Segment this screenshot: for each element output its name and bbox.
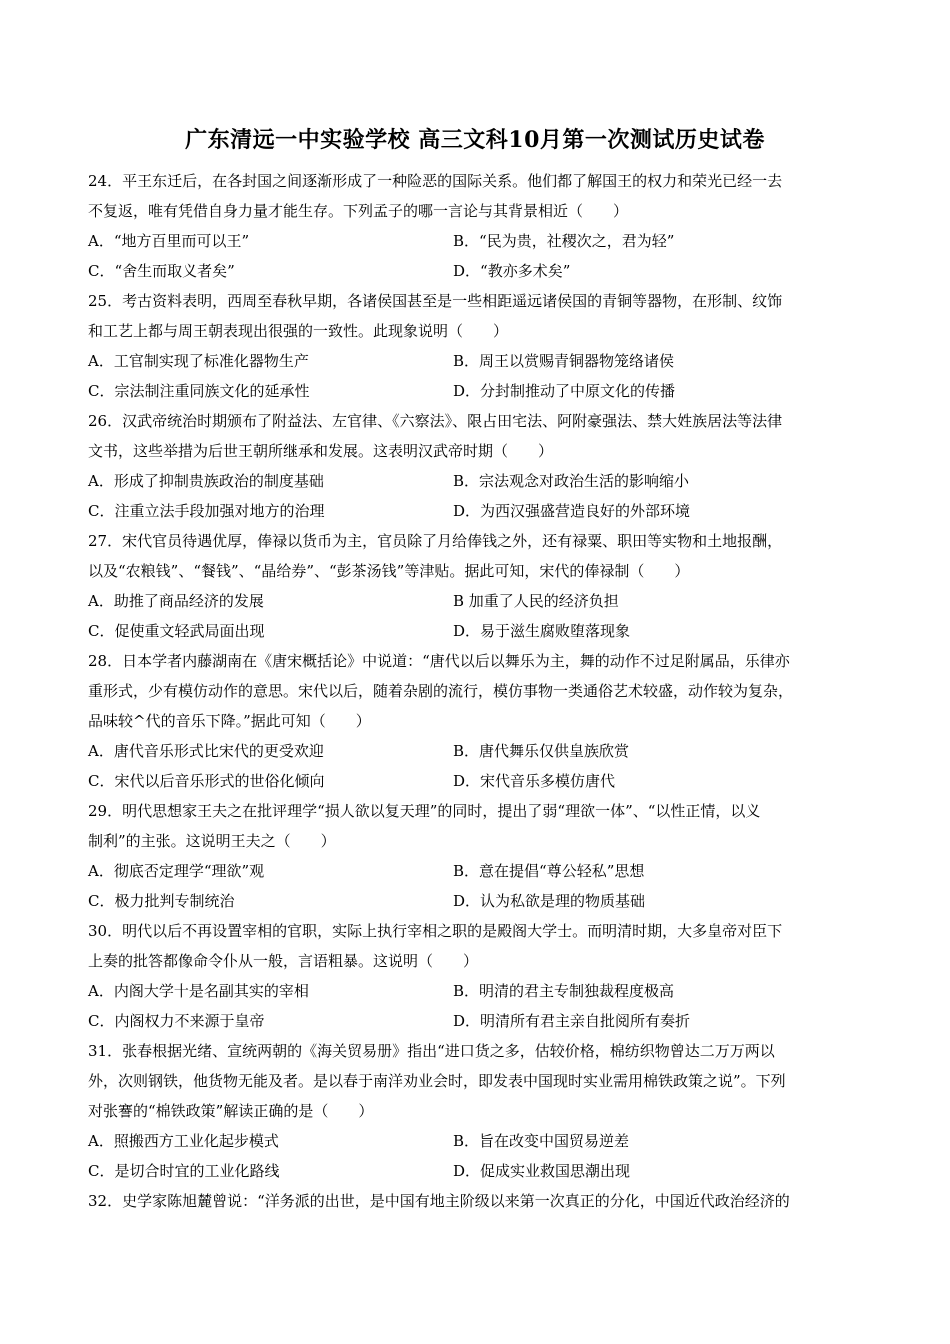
option-d: D．“教亦多术矣”: [453, 262, 571, 280]
options-row: [88, 856, 872, 886]
option-d: D．促成实业救国思潮出现: [453, 1162, 631, 1180]
options-row: [88, 976, 872, 1006]
option-b: B．“民为贵，社稷次之，君为轻”: [453, 232, 675, 250]
option-d: D．宋代音乐多模仿唐代: [453, 772, 616, 790]
options-row: [88, 736, 872, 766]
question-block: [88, 916, 872, 1036]
option-c: C．注重立法手段加强对地方的治理: [88, 502, 325, 520]
question-stem-line: 24．平王东迁后，在各封国之间逐渐形成了一种险恶的国际关系。他们都了解国王的权力和荣光已经一去: [88, 172, 783, 190]
question-block: [88, 1186, 872, 1216]
option-a: A．唐代音乐形式比宋代的更受欢迎: [88, 742, 324, 760]
question-stem-line: 品味较^代的音乐下降。”据此可知（ ）: [88, 712, 371, 730]
option-d: D．分封制推动了中原文化的传播: [453, 382, 676, 400]
option-c: C．促使重文轻武局面出现: [88, 622, 265, 640]
option-d: D．认为私欲是理的物质基础: [453, 892, 646, 910]
options-row: [88, 616, 872, 646]
options-row: [88, 346, 872, 376]
option-a: A．彻底否定理学“理欲”观: [88, 862, 265, 880]
options-row: [88, 1006, 872, 1036]
options-row: [88, 886, 872, 916]
question-stem-line: 28．日本学者内藤湖南在《唐宋概括论》中说道：“唐代以后以舞乐为主，舞的动作不过足附属品，乐律亦: [88, 652, 790, 670]
question-block: [88, 406, 872, 526]
option-d: D．易于滋生腐败堕落现象: [453, 622, 631, 640]
option-b: B．意在提倡“尊公轻私”思想: [453, 862, 645, 880]
questions-list: [88, 166, 872, 1216]
question-stem-line: 30．明代以后不再设置宰相的官职，实际上执行宰相之职的是殿阁大学士。而明清时期，大多皇帝对臣下: [88, 922, 783, 940]
options-row: [88, 586, 872, 616]
question-block: [88, 166, 872, 286]
option-b: B．唐代舞乐仅供皇族欣赏: [453, 742, 630, 760]
question-block: [88, 1036, 872, 1186]
option-a: A．形成了抑制贵族政治的制度基础: [88, 472, 324, 490]
question-stem-line: 以及“农粮钱”、“餐钱”、“晶给券”、“彭茶汤钱”等津贴。据此可知，宋代的俸禄制（ ）: [88, 562, 690, 580]
option-c: C．极力批判专制统治: [88, 892, 235, 910]
option-a: A．“地方百里而可以王”: [88, 232, 250, 250]
options-row: [88, 1156, 872, 1186]
option-c: C．“舍生而取义者矣”: [88, 262, 235, 280]
question-stem-line: 文书，这些举措为后世王朝所继承和发展。这表明汉武帝时期（ ）: [88, 442, 554, 460]
question-block: [88, 646, 872, 796]
question-block: [88, 526, 872, 646]
option-c: C．宋代以后音乐形式的世俗化倾向: [88, 772, 325, 790]
question-block: [88, 286, 872, 406]
option-a: A．内阁大学十是名副其实的宰相: [88, 982, 309, 1000]
question-stem-line: 25．考古资料表明，西周至春秋早期，各诸侯国甚至是一些相距遥远诸侯国的青铜等器物，在形制、纹饰: [88, 292, 783, 310]
option-c: C．宗法制注重同族文化的延承性: [88, 382, 310, 400]
option-b: B．宗法观念对政治生活的影响缩小: [453, 472, 690, 490]
question-stem-line: 对张謇的“棉铁政策”解读正确的是（ ）: [88, 1102, 374, 1120]
question-stem-line: 制利”的主张。这说明王夫之（ ）: [88, 832, 336, 850]
options-row: [88, 1126, 872, 1156]
option-b: B．旨在改变中国贸易逆差: [453, 1132, 630, 1150]
option-c: C．内阁权力不来源于皇帝: [88, 1012, 265, 1030]
option-b: B．明清的君主专制独裁程度极高: [453, 982, 675, 1000]
options-row: [88, 376, 872, 406]
options-row: [88, 766, 872, 796]
options-row: [88, 496, 872, 526]
question-stem-line: 29．明代思想家王夫之在批评理学“损人欲以复天理”的同时，提出了弱“理欲一体”、“以性正情，以义: [88, 802, 761, 820]
question-stem-line: 上奏的批答都像命令仆从一般，言语粗暴。这说明（ ）: [88, 952, 479, 970]
options-row: [88, 226, 872, 256]
option-d: D．为西汉强盛营造良好的外部环境: [453, 502, 691, 520]
question-block: [88, 796, 872, 916]
question-stem-line: 不复返，唯有凭借自身力量才能生存。下列孟子的哪一言论与其背景相近（ ）: [88, 202, 629, 220]
question-stem-line: 27．宋代官员待遇优厚，俸禄以货币为主，官员除了月给俸钱之外，还有禄粟、职田等实物和土地报酬，: [88, 532, 783, 550]
option-b: B 加重了人民的经济负担: [453, 592, 619, 610]
options-row: [88, 256, 872, 286]
option-a: A．工官制实现了标准化器物生产: [88, 352, 309, 370]
option-a: A．照搬西方工业化起步模式: [88, 1132, 279, 1150]
option-d: D．明清所有君主亲自批阅所有奏折: [453, 1012, 691, 1030]
question-stem-line: 外，次则钢铁，他货物无能及者。是以春于南洋劝业会时，即发表中国现时实业需用棉铁政策之说”。下列: [88, 1072, 786, 1090]
question-stem-line: 31．张春根据光绪、宣统两朝的《海关贸易册》指出“进口货之多，估较价格，棉纺织物曾达二万万两以: [88, 1042, 775, 1060]
option-a: A．助推了商品经济的发展: [88, 592, 264, 610]
option-c: C．是切合时宜的工业化路线: [88, 1162, 280, 1180]
question-stem-line: 重形式，少有模仿动作的意思。宋代以后，随着杂剧的流行，模仿事物一类通俗艺术较盛，动作较为复杂，: [88, 682, 794, 700]
question-stem-line: 26．汉武帝统治时期颁布了附益法、左官律、《六察法》、限占田宅法、阿附豪强法、禁大姓族居法等法律: [88, 412, 783, 430]
question-stem-line: 32．史学家陈旭麓曾说：“洋务派的出世，是中国有地主阶级以来第一次真正的分化，中国近代政治经济的: [88, 1192, 790, 1210]
options-row: [88, 466, 872, 496]
option-b: B．周王以赏赐青铜器物笼络诸侯: [453, 352, 675, 370]
question-stem-line: 和工艺上都与周王朝表现出很强的一致性。此现象说明（ ）: [88, 322, 509, 340]
page-title: 广东清远一中实验学校 高三文科10月第一次测试历史试卷: [185, 127, 765, 153]
